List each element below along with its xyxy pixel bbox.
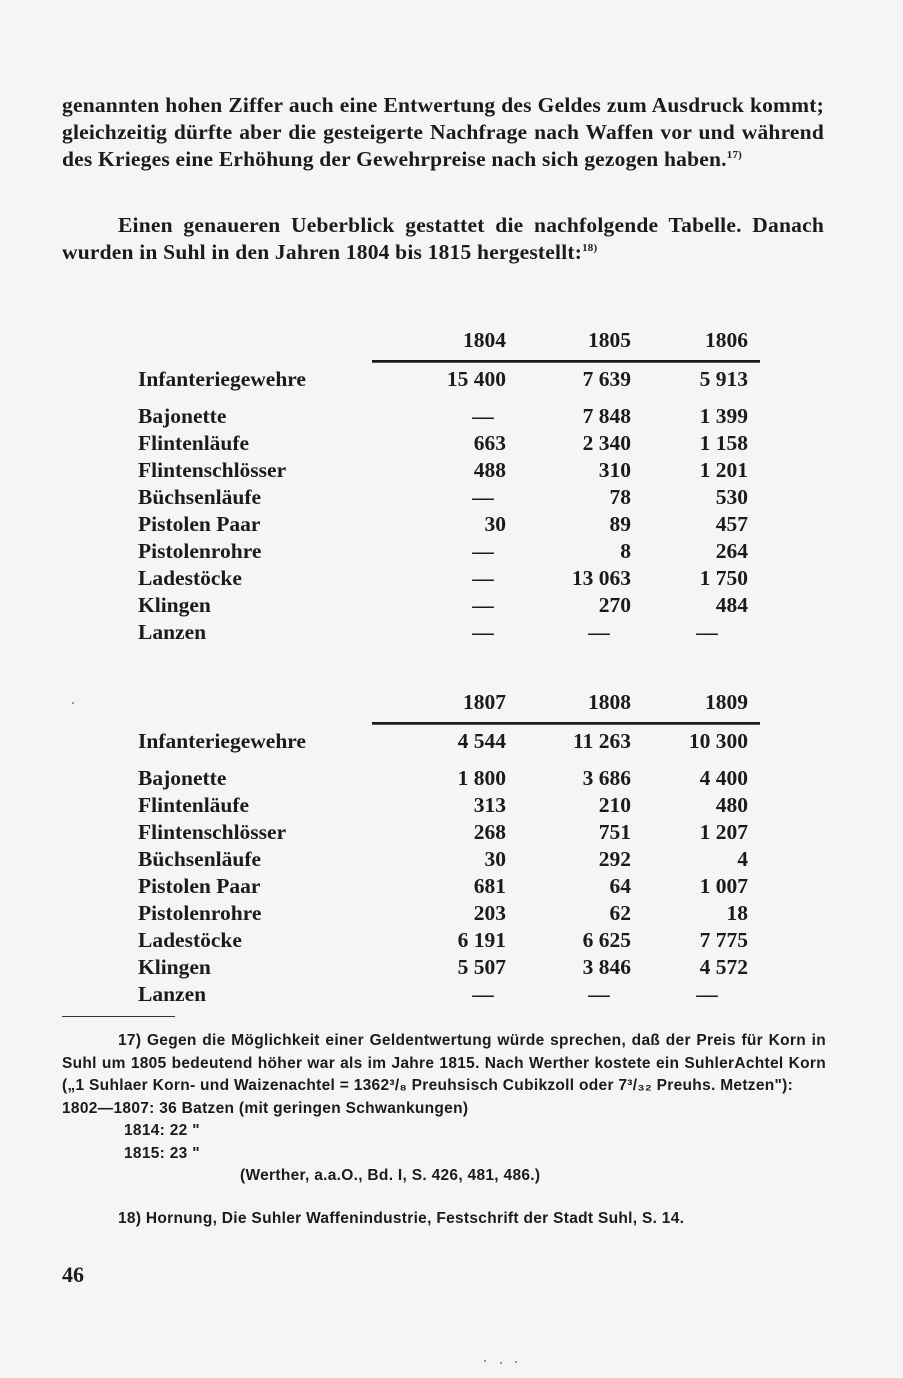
table-header-rule: [372, 722, 760, 725]
table-row: [138, 457, 760, 484]
footnote-17-price-line: 1802—1807: 36 Batzen (mit geringen Schwankungen): [62, 1099, 469, 1117]
cell-value: 7 775: [699, 928, 748, 952]
footnote-17-marker: 17): [118, 1032, 142, 1049]
cell-value: 264: [715, 539, 748, 563]
cell-value: —: [472, 485, 494, 509]
scan-speck: [484, 1360, 486, 1362]
footnote-17: [62, 1030, 826, 1188]
footnote-ref-18: 18): [582, 242, 598, 254]
cell-value: 30: [484, 847, 506, 871]
cell-value: 1 750: [699, 566, 748, 590]
row-label: Lanzen: [138, 620, 207, 644]
production-table-1804-1806: [138, 328, 760, 646]
year-header: 1808: [588, 690, 631, 714]
cell-value: —: [472, 620, 494, 644]
page-number: 46: [62, 1262, 84, 1287]
cell-value: 1 399: [699, 404, 748, 428]
cell-value: 457: [715, 512, 748, 536]
cell-value: —: [472, 982, 494, 1006]
table-row: [138, 846, 760, 873]
table-row: [138, 873, 760, 900]
footnote-18-marker: 18): [118, 1210, 142, 1227]
cell-value: 268: [473, 820, 506, 844]
year-header: 1809: [705, 690, 748, 714]
table-row: [138, 728, 760, 755]
row-label: Ladestöcke: [138, 928, 242, 952]
cell-value: 203: [473, 901, 506, 925]
table-row: [138, 403, 760, 430]
footnote-17-price-line: 1814: 22 ": [124, 1122, 200, 1139]
cell-value: 30: [484, 512, 506, 536]
year-header: 1804: [463, 328, 506, 352]
table-row: [138, 619, 760, 646]
cell-value: 210: [598, 793, 631, 817]
row-label: Büchsenläufe: [138, 847, 262, 871]
cell-value: 4 544: [457, 729, 506, 753]
cell-value: 15 400: [446, 367, 506, 391]
table-row: [138, 538, 760, 565]
paragraph-1-text: genannten hohen Ziffer auch eine Entwertung des Geldes zum Ausdruck kommt; gleichzeitig dürfte aber die gesteigerte Nachfrage nach Waffen vor und während des Krieges eine Erhöhung der Gewehrpreise nach sich gezogen haben.: [62, 93, 824, 171]
cell-value: —: [588, 982, 610, 1006]
row-label: Ladestöcke: [138, 566, 242, 590]
production-table-1807-1809: [138, 690, 760, 1008]
table-row: [138, 484, 760, 511]
cell-value: —: [472, 404, 494, 428]
cell-value: 2 340: [582, 431, 631, 455]
cell-value: 530: [715, 485, 748, 509]
row-label: Büchsenläufe: [138, 485, 262, 509]
cell-value: 78: [609, 485, 631, 509]
table-row: [138, 981, 760, 1008]
scan-speck: [515, 1361, 517, 1363]
footnote-17-text: Gegen die Möglichkeit einer Geldentwertung würde sprechen, daß der Preis für Korn in Suhl um 1805 bedeutend höher war als im Jahre 1815. Nach Werther kostete ein SuhlerAchtel Korn („1 Suhlaer Korn- und Waizenachtel = 1362³/₈ Preuhsisch Cubikzoll oder 7³/₃₂ Preuhs. Metzen"):: [62, 1032, 826, 1094]
table-row: [138, 592, 760, 619]
cell-value: 4 572: [699, 955, 748, 979]
cell-value: 681: [473, 874, 506, 898]
cell-value: 11 263: [573, 729, 631, 753]
year-header: 1807: [463, 690, 506, 714]
cell-value: 1 158: [699, 431, 748, 455]
row-label: Pistolen Paar: [138, 512, 261, 536]
table-row: [138, 900, 760, 927]
footnote-17-price-line: 1815: 23 ": [124, 1144, 200, 1162]
cell-value: 7 848: [582, 404, 631, 428]
paragraph-2: [62, 212, 824, 266]
row-label: Klingen: [138, 955, 211, 979]
cell-value: 663: [473, 431, 506, 455]
table-row: [138, 927, 760, 954]
table-row: [138, 430, 760, 457]
table-row: [138, 819, 760, 846]
row-label: Flintenläufe: [138, 431, 250, 455]
cell-value: 13 063: [571, 566, 631, 590]
cell-value: 6 191: [457, 928, 506, 952]
scan-speck: [72, 702, 74, 704]
cell-value: 310: [598, 458, 631, 482]
footnote-17-source: (Werther, a.a.O., Bd. I, S. 426, 481, 486.): [240, 1167, 541, 1184]
row-label: Bajonette: [138, 766, 227, 790]
cell-value: 313: [473, 793, 506, 817]
row-label: Infanteriegewehre: [138, 367, 306, 391]
cell-value: —: [696, 982, 718, 1006]
scan-speck: [500, 1362, 502, 1364]
row-gap: [138, 755, 760, 765]
row-label: Klingen: [138, 593, 211, 617]
cell-value: 3 686: [582, 766, 631, 790]
cell-value: 10 300: [688, 729, 748, 753]
cell-value: 89: [609, 512, 631, 536]
year-header: 1806: [705, 328, 748, 352]
row-label: Flintenschlösser: [138, 820, 287, 844]
cell-value: —: [472, 539, 494, 563]
table-header: [138, 328, 760, 356]
cell-value: 6 625: [582, 928, 631, 952]
year-header: 1805: [588, 328, 631, 352]
cell-value: 480: [715, 793, 748, 817]
paragraph-1: [62, 92, 824, 173]
cell-value: 18: [726, 901, 748, 925]
row-gap: [138, 393, 760, 403]
row-label: Pistolen Paar: [138, 874, 261, 898]
cell-value: 484: [715, 593, 748, 617]
paragraph-2-text: Einen genaueren Ueberblick gestattet die nachfolgende Tabelle. Danach wurden in Suhl in den Jahren 1804 bis 1815 hergestellt:: [62, 213, 824, 264]
cell-value: 1 007: [699, 874, 748, 898]
cell-value: 62: [609, 901, 631, 925]
cell-value: 4: [737, 847, 748, 871]
cell-value: 4 400: [699, 766, 748, 790]
row-label: Flintenläufe: [138, 793, 250, 817]
cell-value: 64: [609, 874, 631, 898]
row-label: Pistolenrohre: [138, 901, 262, 925]
table-row: [138, 954, 760, 981]
row-label: Flintenschlösser: [138, 458, 287, 482]
cell-value: 292: [598, 847, 631, 871]
cell-value: 5 507: [457, 955, 506, 979]
table-header-rule: [372, 360, 760, 363]
table-row: [138, 565, 760, 592]
cell-value: 1 800: [457, 766, 506, 790]
cell-value: 270: [598, 593, 631, 617]
cell-value: 5 913: [699, 367, 748, 391]
cell-value: 7 639: [582, 367, 631, 391]
cell-value: 8: [620, 539, 631, 563]
row-label: Bajonette: [138, 404, 227, 428]
row-label: Infanteriegewehre: [138, 729, 306, 753]
cell-value: —: [696, 620, 718, 644]
cell-value: 488: [473, 458, 506, 482]
cell-value: 1 207: [699, 820, 748, 844]
footnote-18: [62, 1208, 826, 1231]
cell-value: 1 201: [699, 458, 748, 482]
row-label: Pistolenrohre: [138, 539, 262, 563]
table-header: [138, 690, 760, 718]
table-row: [138, 792, 760, 819]
footnote-separator: [62, 1016, 175, 1017]
table-row: [138, 765, 760, 792]
cell-value: —: [472, 566, 494, 590]
cell-value: —: [588, 620, 610, 644]
footnote-ref-17: 17): [726, 149, 743, 161]
table-row: [138, 511, 760, 538]
table-row: [138, 366, 760, 393]
row-label: Lanzen: [138, 982, 207, 1006]
cell-value: —: [472, 593, 494, 617]
cell-value: 751: [598, 820, 631, 844]
cell-value: 3 846: [582, 955, 631, 979]
footnote-18-text: Hornung, Die Suhler Waffenindustrie, Festschrift der Stadt Suhl, S. 14.: [145, 1210, 685, 1227]
